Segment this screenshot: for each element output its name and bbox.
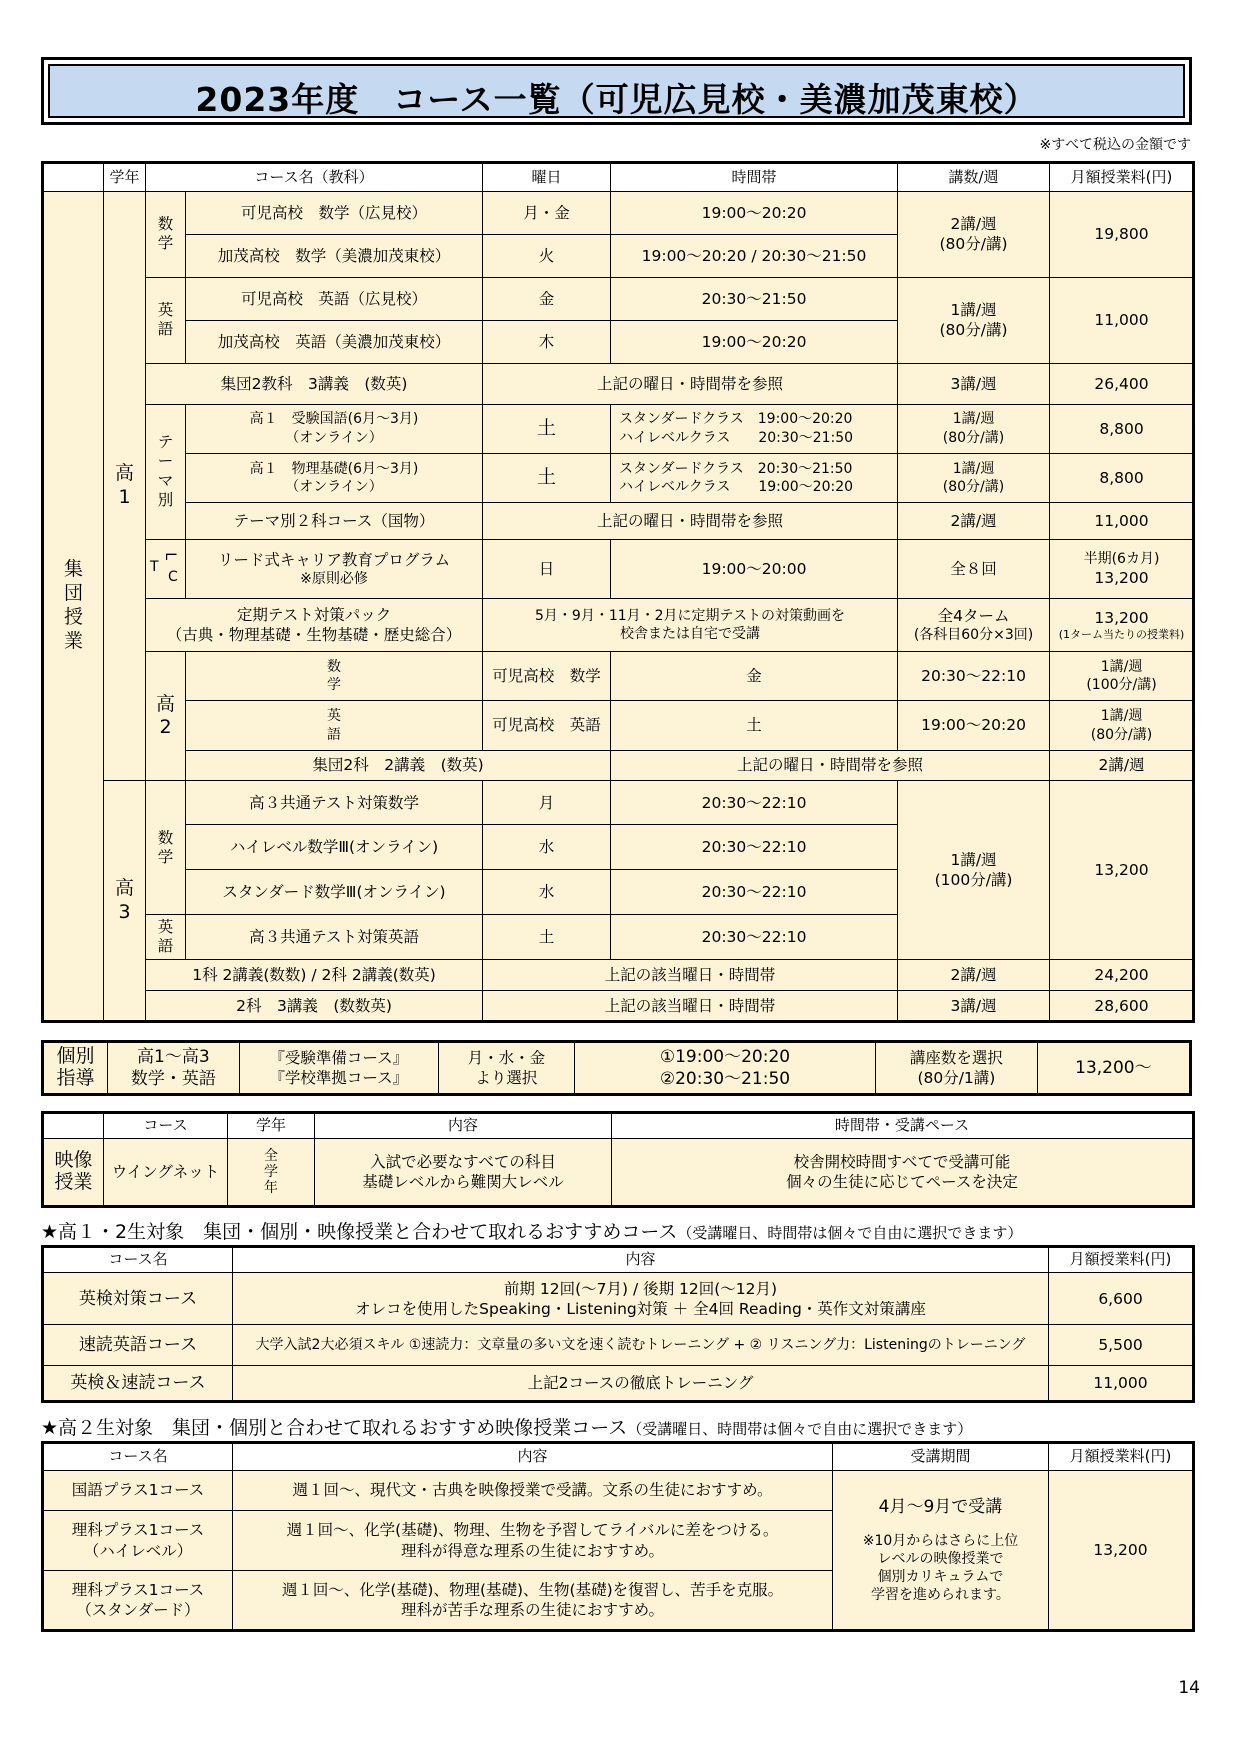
k3-per-week: 1講/週 (100分/講) bbox=[898, 781, 1050, 960]
k1-theme-course-2: 高１ 物理基礎(6月～3月) （オンライン） bbox=[186, 453, 483, 502]
page-title: 2023年度 コース一覧（可児広見校・美濃加茂東校） bbox=[195, 80, 1038, 119]
main-header-row bbox=[43, 163, 1194, 192]
k1-group-per-week: 3講/週 bbox=[898, 363, 1050, 404]
k1-theme-per-week-2: 1講/週 (80分/講) bbox=[898, 453, 1050, 502]
individual-fee: 13,200～ bbox=[1037, 1042, 1190, 1095]
k3-group2-day-time: 上記の該当曜日・時間帯 bbox=[483, 991, 898, 1022]
main-course-table bbox=[41, 161, 1195, 1023]
section2-period-note: ※10月からはさらに上位 レベルの映像授業で 個別カリキュラムで 学習を進められます。 bbox=[862, 1532, 1019, 1604]
k1-math-per-week: 2講/週 (80分/講) bbox=[898, 191, 1050, 277]
k1-ltc-day: 日 bbox=[483, 539, 611, 598]
section1-content-2: 大学入試2大必須スキル ①速読力：文章量の多い文を速く読むトレーニング + ② リスニング力：Listeningのトレーニング bbox=[233, 1325, 1049, 1365]
k1-testpack-name: 定期テスト対策パック bbox=[236, 606, 392, 625]
video-table bbox=[41, 1111, 1195, 1208]
k1-theme-fee-1: 8,800 bbox=[1050, 404, 1194, 453]
k3-fee: 13,200 bbox=[1050, 781, 1194, 960]
k1-theme-time-1-standard: スタンダードクラス 19:00～20:20 bbox=[619, 411, 853, 428]
section2-course-1: 国語プラス1コース bbox=[43, 1471, 233, 1511]
k3-eng-day: 土 bbox=[483, 915, 611, 960]
k1-theme-time-1-high: ハイレベルクラス 20:30～21:50 bbox=[619, 429, 854, 446]
k3-group1-fee: 24,200 bbox=[1050, 960, 1194, 991]
k1-theme-time-2-standard: スタンダードクラス 20:30～21:50 bbox=[619, 460, 853, 477]
k1-math-subject: 数 学 bbox=[146, 191, 186, 277]
k1-ltc-fee: 13,200 bbox=[1094, 568, 1149, 587]
section2-course-2: 理科プラス1コース （ハイレベル） bbox=[43, 1511, 233, 1571]
k1-ltc-fee-label: 半期(6カ月) bbox=[1083, 550, 1160, 567]
k1-eng-time-2: 19:00～20:20 bbox=[611, 320, 898, 363]
title-box bbox=[41, 57, 1192, 125]
k2-math-course: 可児高校 数学 bbox=[483, 652, 611, 701]
k3-eng-time: 20:30～22:10 bbox=[611, 915, 898, 960]
k1-math-course-1: 可児高校 数学（広見校） bbox=[186, 191, 483, 234]
section2-header-period: 受講期間 bbox=[833, 1443, 1049, 1471]
section2-content-3: 週１回～、化学(基礎)、物理(基礎)、生物(基礎)を復習し、苦手を克服。 理科が苦手な理系の生徒におすすめ。 bbox=[233, 1571, 833, 1631]
section1-content-3: 上記2コースの徹底トレーニング bbox=[233, 1365, 1049, 1401]
header-course: コース名（教科） bbox=[146, 163, 483, 192]
k1-math-day-2: 火 bbox=[483, 234, 611, 277]
k2-math-subject: 数 学 bbox=[186, 652, 483, 701]
k2-group-per-week: 2講/週 bbox=[1050, 750, 1194, 781]
k3-group2-course: 2科 3講義 (数数英) bbox=[146, 991, 483, 1022]
k1-testpack-subjects: （古典・物理基礎・生物基礎・歴史総合） bbox=[166, 626, 462, 645]
k1-ltc-fee-cell bbox=[1050, 539, 1194, 598]
k1-ltc-note: ※原則必修 bbox=[300, 570, 368, 587]
video-header-grade: 学年 bbox=[228, 1113, 315, 1139]
section1-fee-2: 5,500 bbox=[1049, 1325, 1194, 1365]
section2-fee: 13,200 bbox=[1049, 1471, 1194, 1631]
section1-course-3: 英検＆速読コース bbox=[43, 1365, 233, 1401]
k3-math-time-1: 20:30～22:10 bbox=[611, 781, 898, 825]
k1-testpack-terms: 全4ターム bbox=[937, 607, 1010, 626]
section1-table bbox=[41, 1245, 1195, 1403]
k1-math-day-1: 月・金 bbox=[483, 191, 611, 234]
individual-table bbox=[41, 1040, 1192, 1096]
k1-group-fee: 26,400 bbox=[1050, 363, 1194, 404]
k1-math-course-2: 加茂高校 数学（美濃加茂東校） bbox=[186, 234, 483, 277]
header-blank bbox=[43, 163, 104, 192]
k3-group1-per-week: 2講/週 bbox=[898, 960, 1050, 991]
k3-math-course-3: スタンダード数学Ⅲ(オンライン) bbox=[186, 870, 483, 915]
ltc-label-l: L bbox=[162, 552, 178, 560]
k1-testpack-terms-note: (各科目60分×3回) bbox=[913, 627, 1034, 644]
video-course: ウイングネット bbox=[104, 1139, 228, 1207]
page-number: 14 bbox=[1178, 1678, 1200, 1698]
video-header-course: コース bbox=[104, 1113, 228, 1139]
video-header-content: 内容 bbox=[315, 1113, 612, 1139]
individual-time: ①19:00～20:20 ②20:30～21:50 bbox=[574, 1042, 875, 1095]
k1-theme-time-2 bbox=[611, 453, 898, 502]
section2-title: ★高２生対象 集団・個別と合わせて取れるおすすめ映像授業コース bbox=[41, 1417, 628, 1439]
k1-math-time-1: 19:00～20:20 bbox=[611, 191, 898, 234]
section2-content-2: 週１回～、化学(基礎)、物理、生物を予習してライバルに差をつける。 理科が得意な理系の生徒におすすめ。 bbox=[233, 1511, 833, 1571]
k2-math-day: 金 bbox=[611, 652, 898, 701]
k1-theme-course-combo: テーマ別２科コース（国物） bbox=[186, 502, 483, 539]
k1-math-fee: 19,800 bbox=[1050, 191, 1194, 277]
k1-ltc-label bbox=[146, 539, 186, 598]
k3-math-time-2: 20:30～22:10 bbox=[611, 825, 898, 870]
k3-math-day-2: 水 bbox=[483, 825, 611, 870]
header-day: 曜日 bbox=[483, 163, 611, 192]
k1-testpack-desc bbox=[483, 599, 898, 652]
k1-theme-course-1: 高１ 受験国語(6月～3月) （オンライン） bbox=[186, 404, 483, 453]
video-pace: 校舎開校時間すべてで受講可能 個々の生徒に応じてペースを決定 bbox=[612, 1139, 1194, 1207]
k1-testpack-course bbox=[146, 599, 483, 652]
section1-course-1: 英検対策コース bbox=[43, 1273, 233, 1325]
k1-theme-fee-2: 8,800 bbox=[1050, 453, 1194, 502]
section1-header-fee: 月額授業料(円) bbox=[1049, 1247, 1194, 1273]
k1-theme-combo-per-week: 2講/週 bbox=[898, 502, 1050, 539]
section2-header-fee: 月額授業料(円) bbox=[1049, 1443, 1194, 1471]
k3-math-day-1: 月 bbox=[483, 781, 611, 825]
k1-group-course: 集団2教科 3講義 (数英) bbox=[146, 363, 483, 404]
video-content: 入試で必要なすべての科目 基礎レベルから難関大レベル bbox=[315, 1139, 612, 1207]
k2-eng-day: 土 bbox=[611, 701, 898, 750]
individual-category: 個別 指導 bbox=[43, 1042, 108, 1095]
k3-math-course-2: ハイレベル数学Ⅲ(オンライン) bbox=[186, 825, 483, 870]
k1-testpack-desc-2: 校舎または自宅で受講 bbox=[620, 626, 761, 643]
k1-testpack-fee-note: (1ターム当たりの授業料) bbox=[1058, 628, 1185, 642]
individual-grade: 高1～高3 数学・英語 bbox=[107, 1042, 239, 1095]
header-grade: 学年 bbox=[104, 163, 146, 192]
k3-group2-per-week: 3講/週 bbox=[898, 991, 1050, 1022]
category-group-class: 集 団 授 業 bbox=[43, 191, 104, 1021]
section2-subtitle: （受講曜日、時間帯は個々で自由に選択できます） bbox=[627, 1420, 973, 1438]
k2-eng-course: 可児高校 英語 bbox=[483, 701, 611, 750]
k1-eng-time-1: 20:30～21:50 bbox=[611, 277, 898, 320]
section1-content-1: 前期 12回(～7月) / 後期 12回(～12月) オレコを使用したSpeaking・Listening対策 ＋ 全4回 Reading・英作文対策講座 bbox=[233, 1273, 1049, 1325]
section2-table bbox=[41, 1441, 1195, 1632]
header-fee: 月額授業料(円) bbox=[1050, 163, 1194, 192]
k1-eng-course-2: 加茂高校 英語（美濃加茂東校） bbox=[186, 320, 483, 363]
k1-testpack-fee: 13,200 bbox=[1094, 609, 1149, 627]
individual-per-week: 講座数を選択 (80分/1講) bbox=[876, 1042, 1038, 1095]
header-time: 時間帯 bbox=[611, 163, 898, 192]
section2-period: 4月～9月で受講 bbox=[878, 1496, 1003, 1517]
k1-ltc-per-week: 全８回 bbox=[898, 539, 1050, 598]
section1-fee-3: 11,000 bbox=[1049, 1365, 1194, 1401]
grade-k2: 高 2 bbox=[146, 652, 186, 781]
k1-theme-day-2: 土 bbox=[483, 453, 611, 502]
k1-eng-subject: 英 語 bbox=[146, 277, 186, 363]
k1-theme-day-1: 土 bbox=[483, 404, 611, 453]
section1-header-course: コース名 bbox=[43, 1247, 233, 1273]
k2-eng-per-week: 1講/週 (80分/講) bbox=[1050, 701, 1194, 750]
k1-testpack-per-week bbox=[898, 599, 1050, 652]
k3-eng-course: 高３共通テスト対策英語 bbox=[186, 915, 483, 960]
k1-theme-combo-day-time: 上記の曜日・時間帯を参照 bbox=[483, 502, 898, 539]
k1-eng-course-1: 可児高校 英語（広見校） bbox=[186, 277, 483, 320]
k1-eng-day-2: 木 bbox=[483, 320, 611, 363]
k1-eng-fee: 11,000 bbox=[1050, 277, 1194, 363]
ltc-label-t: T bbox=[150, 558, 159, 575]
section2-header-content: 内容 bbox=[233, 1443, 833, 1471]
k2-math-time: 20:30～22:10 bbox=[898, 652, 1050, 701]
tax-note: ※すべて税込の金額です bbox=[1039, 137, 1191, 153]
k3-math-time-3: 20:30～22:10 bbox=[611, 870, 898, 915]
section1-heading bbox=[41, 1217, 1022, 1244]
section1-subtitle: （受講曜日、時間帯は個々で自由に選択できます） bbox=[677, 1224, 1023, 1242]
k3-group2-fee: 28,600 bbox=[1050, 991, 1194, 1022]
video-header-blank bbox=[43, 1113, 104, 1139]
k3-group1-course: 1科 2講義(数数) / 2科 2講義(数英) bbox=[146, 960, 483, 991]
individual-course: 『受験準備コース』 『学校準拠コース』 bbox=[239, 1042, 438, 1095]
video-header-pace: 時間帯・受講ペース bbox=[612, 1113, 1194, 1139]
k2-math-per-week: 1講/週 (100分/講) bbox=[1050, 652, 1194, 701]
k2-group-course: 集団2科 2講義 (数英) bbox=[186, 750, 611, 781]
k1-ltc-course bbox=[186, 539, 483, 598]
k1-eng-day-1: 金 bbox=[483, 277, 611, 320]
k1-theme-per-week-1: 1講/週 (80分/講) bbox=[898, 404, 1050, 453]
k2-eng-time: 19:00～20:20 bbox=[898, 701, 1050, 750]
section2-content-1: 週１回～、現代文・古典を映像授業で受講。文系の生徒におすすめ。 bbox=[233, 1471, 833, 1511]
video-grade: 全 学 年 bbox=[228, 1139, 315, 1207]
section2-header-course: コース名 bbox=[43, 1443, 233, 1471]
section1-header-content: 内容 bbox=[233, 1247, 1049, 1273]
k1-eng-per-week: 1講/週 (80分/講) bbox=[898, 277, 1050, 363]
k1-testpack-desc-1: 5月・9月・11月・2月に定期テストの対策動画を bbox=[535, 608, 845, 625]
grade-k1: 高 1 bbox=[104, 191, 146, 781]
k2-group-day-time: 上記の曜日・時間帯を参照 bbox=[611, 750, 1050, 781]
k1-theme-subject: テ ー マ 別 bbox=[146, 404, 186, 539]
k1-theme-combo-fee: 11,000 bbox=[1050, 502, 1194, 539]
individual-day: 月・水・金 より選択 bbox=[438, 1042, 574, 1095]
k3-group1-day-time: 上記の該当曜日・時間帯 bbox=[483, 960, 898, 991]
k3-eng-subject: 英 語 bbox=[146, 915, 186, 960]
section1-fee-1: 6,600 bbox=[1049, 1273, 1194, 1325]
k1-math-time-2: 19:00～20:20 / 20:30～21:50 bbox=[611, 234, 898, 277]
k1-ltc-name: リード式キャリア教育プログラム bbox=[217, 550, 451, 569]
k1-theme-time-1 bbox=[611, 404, 898, 453]
k3-math-course-1: 高３共通テスト対策数学 bbox=[186, 781, 483, 825]
k1-group-day-time: 上記の曜日・時間帯を参照 bbox=[483, 363, 898, 404]
k2-eng-subject: 英 語 bbox=[186, 701, 483, 750]
section1-title: ★高１・2生対象 集団・個別・映像授業と合わせて取れるおすすめコース bbox=[41, 1221, 678, 1243]
k1-testpack-fee-cell bbox=[1050, 599, 1194, 652]
section1-course-2: 速読英語コース bbox=[43, 1325, 233, 1365]
k3-math-day-3: 水 bbox=[483, 870, 611, 915]
section2-period-cell bbox=[833, 1471, 1049, 1631]
ltc-label-c: C bbox=[168, 568, 178, 585]
header-per-week: 講数/週 bbox=[898, 163, 1050, 192]
grade-k3: 高 3 bbox=[104, 781, 146, 1022]
video-category: 映像 授業 bbox=[43, 1139, 104, 1207]
k1-theme-time-2-high: ハイレベルクラス 19:00～20:20 bbox=[619, 478, 854, 495]
section2-course-3: 理科プラス1コース （スタンダード） bbox=[43, 1571, 233, 1631]
k1-ltc-time: 19:00～20:00 bbox=[611, 539, 898, 598]
section2-heading bbox=[41, 1413, 972, 1440]
k3-math-subject: 数 学 bbox=[146, 781, 186, 915]
